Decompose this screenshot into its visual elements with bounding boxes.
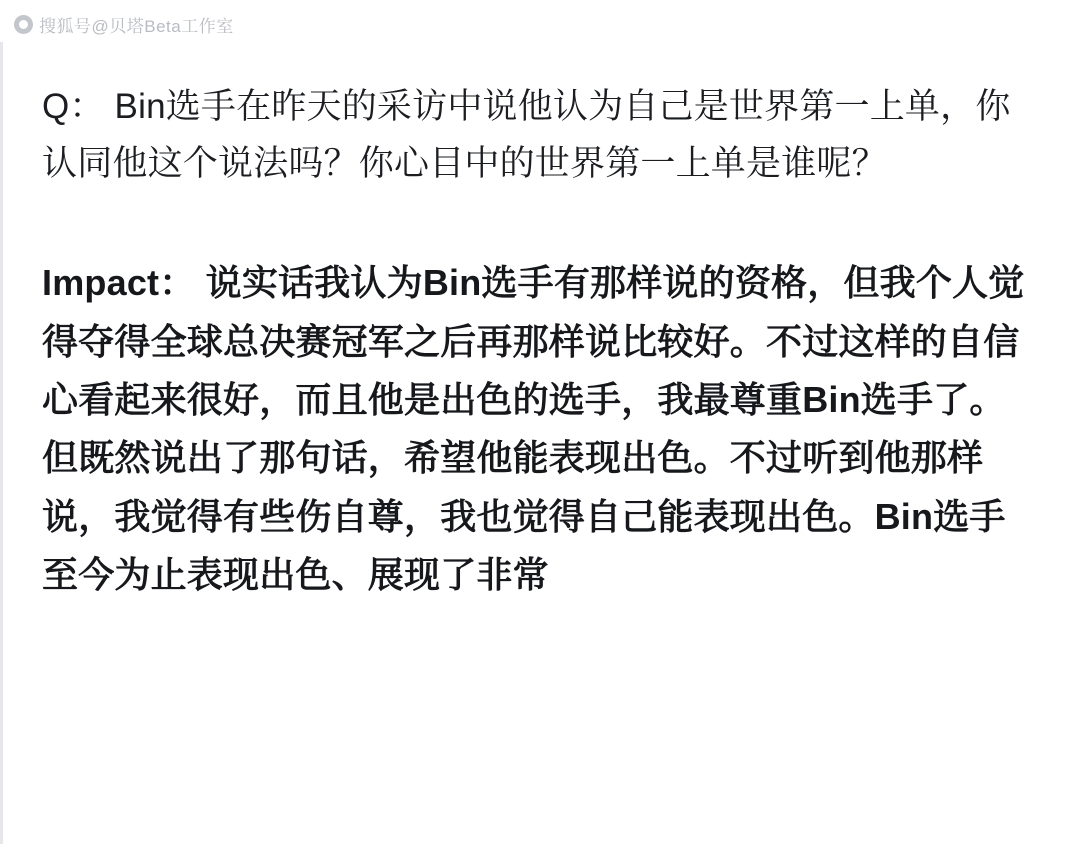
- interview-question: Q： Bin选手在昨天的采访中说他认为自己是世界第一上单，你认同他这个说法吗？你心目中的世界第一上单是谁呢？: [42, 87, 1011, 183]
- left-margin-rule: [0, 42, 3, 844]
- article-body: [42, 44, 1038, 640]
- interview-answer: Impact： 说实话我认为Bin选手有那样说的资格，但我个人觉得夺得全球总决赛冠军之后再那样说比较好。不过这样的自信心看起来很好，而且他是出色的选手，我最尊重Bin选手了。但既然说出了那句话，希望他能表现出色。不过听到他那样说，我觉得有些伤自尊，我也觉得自己能表现出色。Bin选手至今为止表现出色、展现了非常: [42, 262, 1025, 595]
- circle-avatar-icon: [14, 15, 33, 34]
- watermark: [14, 12, 234, 37]
- watermark-text: 搜狐号@贝塔Beta工作室: [39, 17, 234, 36]
